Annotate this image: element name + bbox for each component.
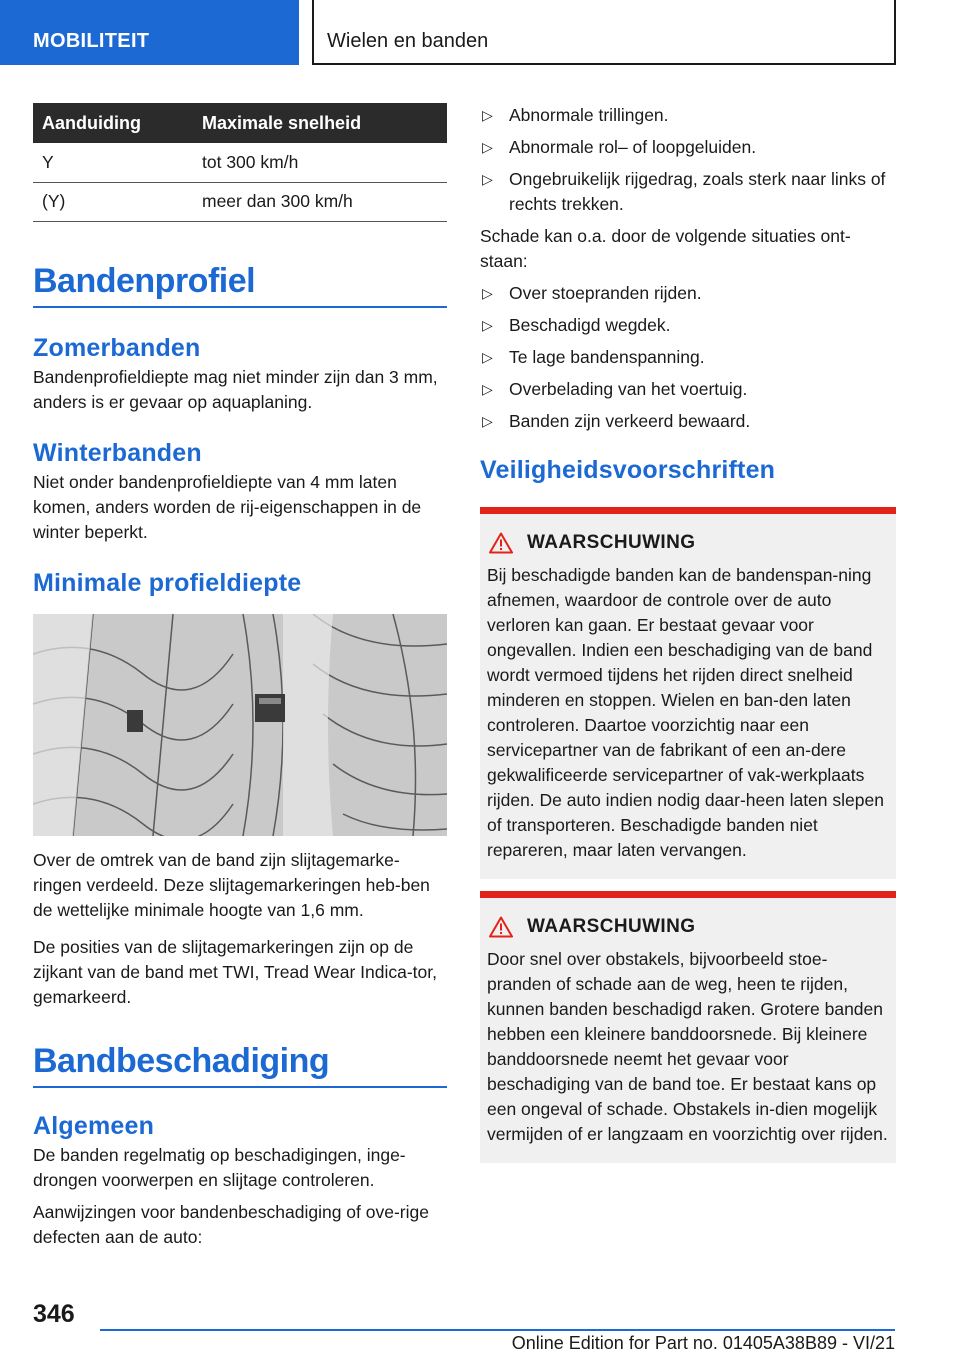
triangle-right-icon: ▷ (482, 413, 493, 429)
paragraph-twi: De posities van de slijtagemarkeringen zijn op de zijkant van de band met TWI, Tread Wear Indica-tor, gemarkeerd. (33, 936, 437, 1007)
warning-box (480, 507, 896, 879)
triangle-right-icon: ▷ (482, 171, 493, 187)
table-header-cell: Maximale snelheid (193, 103, 447, 143)
triangle-right-icon: ▷ (482, 317, 493, 333)
list-item (480, 135, 896, 160)
speed-rating-table (33, 103, 447, 222)
warning-label: WAARSCHUWING (527, 916, 696, 937)
table-cell: (Y) (33, 182, 193, 221)
heading-minimale-profieldiepte: Minimale profieldiepte (33, 568, 302, 597)
table-header-cell: Aanduiding (33, 103, 193, 143)
table-cell: Y (33, 143, 193, 182)
list-item (480, 167, 896, 217)
warning-text: Door snel over obstakels, bijvoorbeeld stoe-pranden of schade aan de weg, heen te rijden, kunnen banden beschadigd raken. Grotere banden hebben een kleinere banddoorsnede. Bij kleinere banddoorsnede neemt het gevaar voor beschadiging van de band toe. Er bestaat kans op een ongeval of schade. Obstakels in-dien mogelijk vermijden of er langzaam en voorzichtig over rijden. (487, 949, 888, 1144)
list-item-text: Te lage bandenspanning. (509, 347, 705, 367)
table-row (33, 143, 447, 182)
heading-winterbanden: Winterbanden (33, 438, 202, 467)
tire-tread-image (33, 614, 447, 836)
paragraph-controleren: De banden regelmatig op beschadigingen, inge-drongen voorwerpen en slijtage controleren. (33, 1144, 406, 1190)
table-row (33, 182, 447, 221)
list-item-text: Beschadigd wegdek. (509, 315, 671, 335)
list-item (480, 281, 896, 306)
footer-divider (100, 1329, 895, 1331)
heading-zomerbanden: Zomerbanden (33, 333, 201, 362)
warning-heading (487, 916, 888, 938)
cause-list (480, 281, 896, 434)
warning-label: WAARSCHUWING (527, 532, 696, 553)
warning-box (480, 891, 896, 1163)
table-header-row (33, 103, 447, 143)
paragraph-slijtagemarkeringen: Over de omtrek van de band zijn slijtagemarke-ringen verdeeld. Deze slijtagemarkeringen heb-ben de wettelijke minimale hoogte van 1,6 mm. (33, 849, 430, 920)
section-tab: MOBILITEIT (0, 0, 299, 65)
table-cell: meer dan 300 km/h (193, 182, 447, 221)
list-item-text: Abnormale trillingen. (509, 105, 669, 125)
paragraph-winterbanden: Niet onder bandenprofieldiepte van 4 mm laten komen, anders worden de rij-eigenschappen in de winter beperkt. (33, 471, 422, 542)
triangle-right-icon: ▷ (482, 285, 493, 301)
heading-bandenprofiel: Bandenprofiel (33, 262, 447, 308)
triangle-right-icon: ▷ (482, 349, 493, 365)
right-column (480, 103, 896, 1163)
list-item-text: Ongebruikelijk rijgedrag, zoals sterk naar links of rechts trekken. (509, 169, 886, 214)
chapter-title: Wielen en banden (312, 0, 896, 65)
symptom-list (480, 103, 896, 217)
heading-bandbeschadiging: Bandbeschadiging (33, 1042, 447, 1088)
page-number: 346 (33, 1300, 75, 1328)
triangle-right-icon: ▷ (482, 139, 493, 155)
list-item-text: Abnormale rol– of loopgeluiden. (509, 137, 757, 157)
left-column (33, 103, 447, 1250)
list-item (480, 345, 896, 370)
list-item (480, 313, 896, 338)
list-item (480, 377, 896, 402)
list-item (480, 103, 896, 128)
triangle-right-icon: ▷ (482, 107, 493, 123)
warning-heading (487, 532, 888, 554)
list-item-text: Over stoepranden rijden. (509, 283, 702, 303)
warning-text: Bij beschadigde banden kan de bandenspan-ning afnemen, waardoor de controle over de auto verloren kan gaan. Er bestaat gevaar voor ongevallen. Indien een beschadiging van de band wordt vermoed tijdens het rijden direct snelheid minderen en stoppen. Wielen en ban-den laten controleren. Daartoe voorzichtig naar een servicepartner van de fabrikant of een an-dere gekwalificeerde servicepartner of vak-werkplaats rijden. De auto indien nodig daar-heen laten slepen of transporteren. Beschadigde banden niet repareren, maar laten vervangen. (487, 565, 884, 860)
triangle-right-icon: ▷ (482, 381, 493, 397)
table-cell: tot 300 km/h (193, 143, 447, 182)
paragraph-aanwijzingen: Aanwijzingen voor bandenbeschadiging of ove-rige defecten aan de auto: (33, 1201, 429, 1247)
edition-text: Online Edition for Part no. 01405A38B89 - VI/21 (511, 1333, 895, 1353)
paragraph-zomerbanden: Bandenprofieldiepte mag niet minder zijn dan 3 mm, anders is er gevaar op aquaplaning. (33, 366, 438, 412)
warning-triangle-icon (489, 532, 513, 554)
warning-triangle-icon (489, 916, 513, 938)
list-item (480, 409, 896, 434)
heading-veiligheidsvoorschriften: Veiligheidsvoorschriften (480, 456, 776, 484)
list-item-text: Overbelading van het voertuig. (509, 379, 748, 399)
list-item-text: Banden zijn verkeerd bewaard. (509, 411, 751, 431)
heading-algemeen: Algemeen (33, 1111, 155, 1140)
paragraph-schade-oorzaken: Schade kan o.a. door de volgende situaties ont-staan: (480, 226, 851, 271)
